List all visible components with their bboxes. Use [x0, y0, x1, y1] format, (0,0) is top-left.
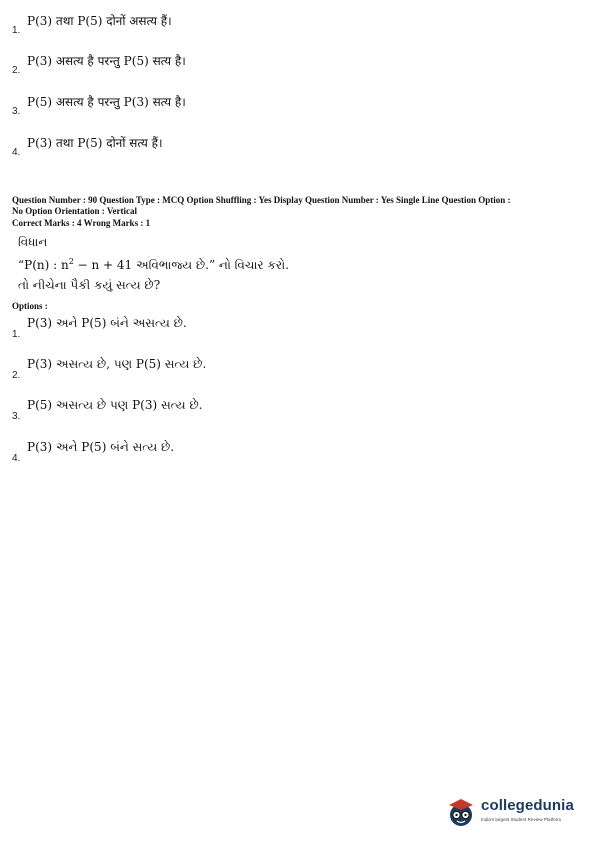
option-number: 2. [12, 370, 21, 381]
option-number: 3. [12, 106, 21, 117]
option-number: 3. [12, 411, 21, 422]
option-number: 1. [12, 25, 21, 36]
option-number: 1. [12, 329, 21, 340]
question-ask: તો નીચેના પૈકી કયું સત્ય છે? [18, 278, 161, 292]
option-number: 4. [12, 147, 21, 158]
question-statement [18, 257, 289, 273]
option-text: P(3) અને P(5) બંને અસત્ય છે. [27, 316, 187, 330]
question-heading: વિધાન [18, 235, 48, 249]
options-label: Options : [12, 301, 48, 311]
prev-option-2 [12, 52, 572, 76]
prev-option-1 [12, 12, 572, 36]
question-meta-line-1: Question Number : 90 Question Type : MCQ Option Shuffling : Yes Display Question Number : Yes Single Line Question Option : [12, 195, 511, 205]
question-marks: Correct Marks : 4 Wrong Marks : 1 [12, 218, 151, 228]
brand-tagline: India's largest Student Review Platform [481, 817, 562, 822]
prev-option-4 [12, 134, 572, 158]
option-number: 2. [12, 65, 21, 76]
statement-prefix: “P(n) : n [18, 258, 69, 272]
option-text: P(3) અસત્ય છે, પણ P(5) સત્ય છે. [27, 357, 207, 371]
option-number: 4. [12, 453, 21, 464]
question-meta [12, 195, 584, 216]
option-text: P(3) तथा P(5) दोनों असत्य हैं। [27, 14, 172, 28]
brand-name: collegedunia [481, 797, 574, 814]
prev-option-3 [12, 93, 572, 117]
statement-suffix: − n + 41 અવિભાજ્ય છે.” નો વિચાર કરો. [73, 258, 289, 272]
option-text: P(3) અને P(5) બંને સત્ય છે. [27, 440, 175, 454]
statement-exponent: 2 [68, 257, 74, 266]
option-text: P(3) तथा P(5) दोनों सत्य हैं। [27, 136, 163, 150]
option-2 [12, 357, 572, 381]
option-text: P(5) असत्य है परन्तु P(3) सत्य है। [27, 95, 186, 109]
option-4 [12, 440, 572, 464]
option-1 [12, 316, 572, 340]
option-text: P(3) असत्य है परन्तु P(5) सत्य है। [27, 54, 186, 68]
mascot-icon [445, 796, 477, 828]
option-text: P(5) અસત્ય છે પણ P(3) સત્ય છે. [27, 398, 203, 412]
option-3 [12, 398, 572, 422]
question-meta-line-2: No Option Orientation : Vertical [12, 205, 137, 216]
collegedunia-logo[interactable] [445, 796, 590, 830]
